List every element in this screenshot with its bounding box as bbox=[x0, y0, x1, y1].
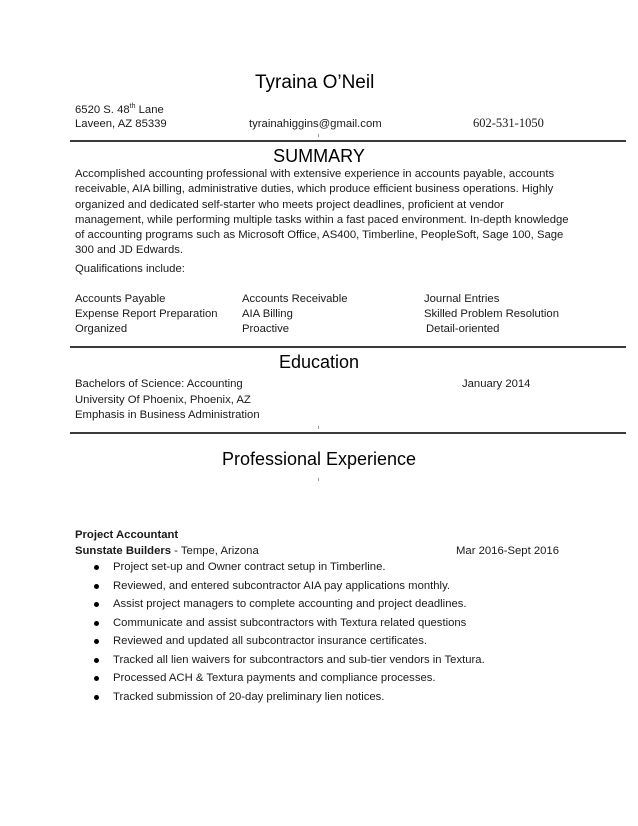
qualification-item: Accounts Payable bbox=[75, 293, 166, 305]
qualification-item: AIA Billing bbox=[242, 308, 293, 320]
address-line-1 bbox=[75, 99, 164, 118]
address-line-2: Laveen, AZ 85339 bbox=[75, 118, 167, 130]
education-degree: Bachelors of Science: Accounting bbox=[75, 378, 243, 390]
job-company-line bbox=[75, 544, 259, 559]
qualifications-intro: Qualifications include: bbox=[75, 263, 185, 275]
divider-summary bbox=[70, 346, 626, 348]
summary-paragraph: Accomplished accounting professional with extensive experience in accounts payable, accounts receivable, AIA billing, administrative duties, which produce efficient business operations. Highly organized and dedicated self-starter who meets project deadlines, proficient at vendor management, while performing multiple tasks within a fast paced environment. In-depth knowledge of accounting programs such as Microsoft Office, AS400, Timberline, PeopleSoft, Sage 100, Sage 300 and JD Edwards. bbox=[75, 168, 569, 257]
duty-item: Project set-up and Owner contract setup in Timberline. bbox=[75, 558, 485, 577]
email[interactable]: tyrainahiggins@gmail.com bbox=[249, 118, 382, 130]
divider-education bbox=[70, 432, 626, 434]
duty-item: Tracked submission of 20-day preliminary lien notices. bbox=[75, 688, 485, 707]
education-school: University Of Phoenix, Phoenix, AZ bbox=[75, 394, 251, 406]
qualification-item: Detail-oriented bbox=[426, 323, 500, 335]
divider-mark bbox=[318, 426, 319, 429]
duty-item: Assist project managers to complete accounting and project deadlines. bbox=[75, 595, 485, 614]
phone: 602-531-1050 bbox=[473, 116, 544, 130]
summary-heading: SUMMARY bbox=[273, 146, 365, 166]
qualification-item: Organized bbox=[75, 323, 128, 335]
education-date: January 2014 bbox=[462, 378, 531, 390]
divider-mark bbox=[318, 478, 319, 481]
duty-item: Processed ACH & Textura payments and compliance processes. bbox=[75, 669, 485, 688]
address-street-suffix-sup: th bbox=[129, 103, 136, 110]
duty-item: Tracked all lien waivers for subcontractors and sub-tier vendors in Textura. bbox=[75, 651, 485, 670]
address-street-end: Lane bbox=[135, 103, 164, 116]
job-company: Sunstate Builders bbox=[75, 545, 172, 557]
resume-name: Tyraina O’Neil bbox=[255, 72, 375, 93]
job-dates: Mar 2016-Sept 2016 bbox=[456, 545, 559, 557]
duty-item: Reviewed, and entered subcontractor AIA pay applications monthly. bbox=[75, 577, 485, 596]
qualification-item: Accounts Receivable bbox=[242, 293, 348, 305]
job-duties-list bbox=[75, 558, 485, 706]
education-emphasis: Emphasis in Business Administration bbox=[75, 409, 260, 421]
duty-item: Reviewed and updated all subcontractor insurance certificates. bbox=[75, 632, 485, 651]
education-heading: Education bbox=[278, 352, 360, 372]
divider-mark bbox=[318, 134, 319, 137]
duty-item: Communicate and assist subcontractors with Textura related questions bbox=[75, 614, 485, 633]
divider-header bbox=[70, 140, 626, 142]
job-location: - Tempe, Arizona bbox=[171, 545, 259, 557]
job-title: Project Accountant bbox=[75, 529, 179, 541]
qualification-item: Proactive bbox=[242, 323, 290, 335]
experience-heading: Professional Experience bbox=[221, 449, 417, 469]
address-street: 6520 S. 48 bbox=[75, 103, 130, 116]
qualification-item: Skilled Problem Resolution bbox=[424, 308, 560, 320]
qualification-item: Expense Report Preparation bbox=[75, 308, 218, 320]
qualification-item: Journal Entries bbox=[424, 293, 500, 305]
